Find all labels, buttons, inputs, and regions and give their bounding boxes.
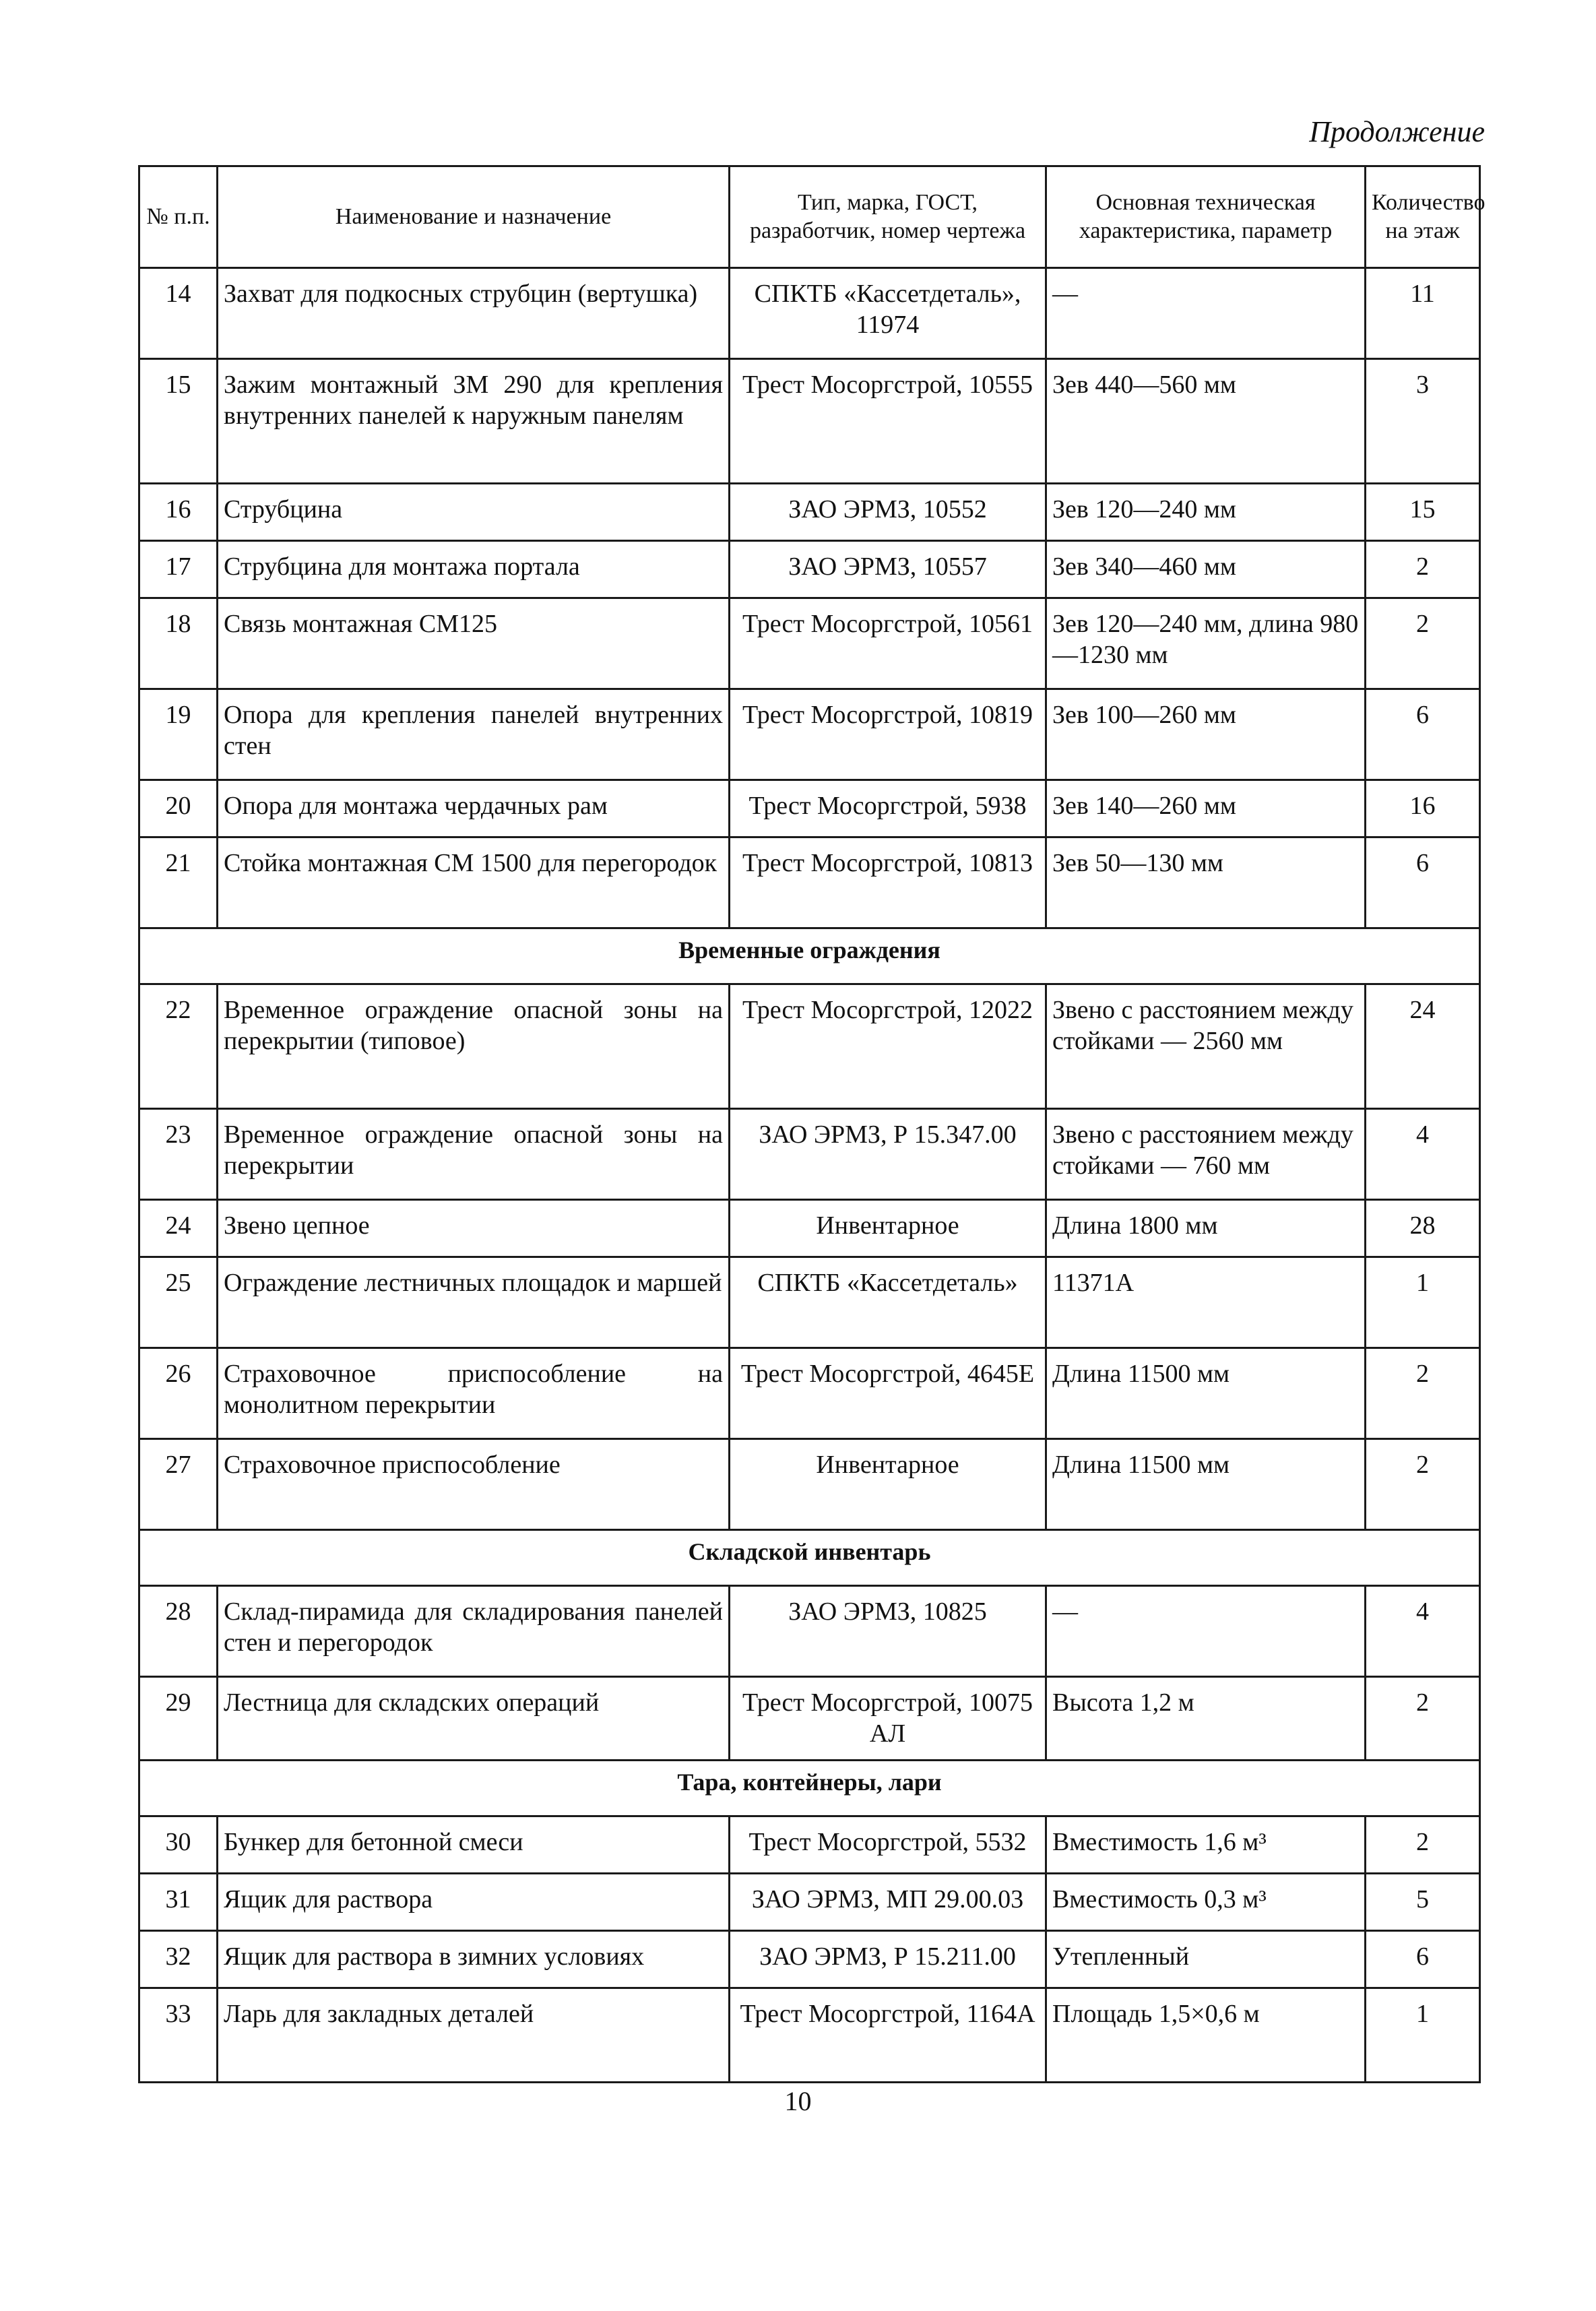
cell-quantity: 4 [1366,1586,1480,1677]
cell-type: Трест Мосоргстрой, 10813 [730,837,1046,928]
cell-type: Трест Мосоргстрой, 4645Е [730,1348,1046,1439]
cell-number: 18 [139,598,218,689]
table-row [139,359,1480,484]
cell-name: Струбцина [218,484,730,541]
cell-quantity: 2 [1366,541,1480,598]
cell-quantity: 11 [1366,268,1480,359]
table-row [139,484,1480,541]
cell-quantity: 1 [1366,1988,1480,2082]
cell-number: 30 [139,1816,218,1873]
table-row [139,1677,1480,1761]
cell-characteristic: Зев 100—260 мм [1046,689,1366,780]
cell-number: 29 [139,1677,218,1761]
cell-number: 31 [139,1873,218,1930]
header-type: Тип, марка, ГОСТ, разработчик, номер чертежа [730,166,1046,268]
cell-characteristic: Утепленный [1046,1930,1366,1988]
section-title: Временные ограждения [139,928,1480,984]
cell-number: 27 [139,1439,218,1530]
cell-quantity: 15 [1366,484,1480,541]
cell-quantity: 6 [1366,689,1480,780]
cell-number: 32 [139,1930,218,1988]
section-header-row [139,928,1480,984]
cell-quantity: 2 [1366,1348,1480,1439]
cell-characteristic: Зев 120—240 мм [1046,484,1366,541]
cell-characteristic: Зев 440—560 мм [1046,359,1366,484]
cell-type: Трест Мосоргстрой, 10555 [730,359,1046,484]
cell-name: Ограждение лестничных площадок и маршей [218,1257,730,1348]
cell-number: 17 [139,541,218,598]
cell-quantity: 2 [1366,1816,1480,1873]
table-row [139,1988,1480,2082]
cell-type: ЗАО ЭРМЗ, МП 29.00.03 [730,1873,1046,1930]
cell-name: Страховочное приспособление [218,1439,730,1530]
cell-type: ЗАО ЭРМЗ, Р 15.347.00 [730,1109,1046,1200]
cell-number: 33 [139,1988,218,2082]
cell-characteristic: Вместимость 1,6 м³ [1046,1816,1366,1873]
cell-name: Временное ограждение опасной зоны на перекрытии [218,1109,730,1200]
cell-name: Захват для подкосных струбцин (вертушка) [218,268,730,359]
cell-characteristic: Высота 1,2 м [1046,1677,1366,1761]
cell-quantity: 5 [1366,1873,1480,1930]
continuation-label: Продолжение [1309,115,1485,148]
cell-characteristic: — [1046,1586,1366,1677]
cell-name: Струбцина для монтажа портала [218,541,730,598]
cell-characteristic: Зев 140—260 мм [1046,780,1366,837]
table-row [139,541,1480,598]
cell-name: Лестница для складских операций [218,1677,730,1761]
cell-type: Трест Мосоргстрой, 5532 [730,1816,1046,1873]
cell-name: Ящик для раствора в зимних условиях [218,1930,730,1988]
section-title: Складской инвентарь [139,1530,1480,1586]
table-row [139,1439,1480,1530]
cell-quantity: 4 [1366,1109,1480,1200]
cell-quantity: 6 [1366,837,1480,928]
cell-name: Опора для монтажа чердачных рам [218,780,730,837]
cell-name: Склад-пирамида для складирования панелей стен и перегородок [218,1586,730,1677]
cell-number: 22 [139,984,218,1109]
cell-type: Трест Мосоргстрой, 5938 [730,780,1046,837]
cell-quantity: 16 [1366,780,1480,837]
cell-name: Ящик для раствора [218,1873,730,1930]
table-row [139,984,1480,1109]
section-title: Тара, контейнеры, лари [139,1760,1480,1816]
table-header-row [139,166,1480,268]
table-row [139,1348,1480,1439]
cell-name: Стойка монтажная СМ 1500 для перегородок [218,837,730,928]
cell-number: 28 [139,1586,218,1677]
cell-type: Трест Мосоргстрой, 1164А [730,1988,1046,2082]
cell-characteristic: Звено с расстоянием между стойками — 2560 мм [1046,984,1366,1109]
cell-number: 26 [139,1348,218,1439]
cell-name: Опора для крепления панелей внутренних стен [218,689,730,780]
cell-characteristic: — [1046,268,1366,359]
cell-number: 19 [139,689,218,780]
cell-type: Трест Мосоргстрой, 10075 АЛ [730,1677,1046,1761]
cell-quantity: 24 [1366,984,1480,1109]
table-row [139,837,1480,928]
cell-quantity: 1 [1366,1257,1480,1348]
table-row [139,1930,1480,1988]
cell-name: Ларь для закладных деталей [218,1988,730,2082]
table-row [139,268,1480,359]
cell-name: Бункер для бетонной смеси [218,1816,730,1873]
table-row [139,780,1480,837]
cell-name: Звено цепное [218,1200,730,1257]
cell-characteristic: Звено с расстоянием между стойками — 760 мм [1046,1109,1366,1200]
cell-name: Страховочное приспособление на монолитном перекрытии [218,1348,730,1439]
cell-type: Трест Мосоргстрой, 10819 [730,689,1046,780]
cell-number: 20 [139,780,218,837]
cell-quantity: 28 [1366,1200,1480,1257]
cell-type: ЗАО ЭРМЗ, 10825 [730,1586,1046,1677]
cell-quantity: 6 [1366,1930,1480,1988]
table-row [139,1873,1480,1930]
cell-name: Зажим монтажный ЗМ 290 для крепления внутренних панелей к наружным панелям [218,359,730,484]
cell-characteristic: Зев 120—240 мм, длина 980—1230 мм [1046,598,1366,689]
cell-type: Трест Мосоргстрой, 12022 [730,984,1046,1109]
cell-characteristic: Зев 50—130 мм [1046,837,1366,928]
table-body [139,268,1480,2083]
cell-number: 23 [139,1109,218,1200]
cell-characteristic: Длина 1800 мм [1046,1200,1366,1257]
cell-number: 14 [139,268,218,359]
cell-quantity: 2 [1366,1439,1480,1530]
equipment-table [138,165,1486,2083]
cell-characteristic: Площадь 1,5×0,6 м [1046,1988,1366,2082]
cell-characteristic: 11371А [1046,1257,1366,1348]
header-number: № п.п. [139,166,218,268]
table-row [139,689,1480,780]
cell-type: Инвентарное [730,1439,1046,1530]
cell-type: ЗАО ЭРМЗ, 10552 [730,484,1046,541]
cell-type: Трест Мосоргстрой, 10561 [730,598,1046,689]
cell-type: Инвентарное [730,1200,1046,1257]
table-row [139,1257,1480,1348]
cell-number: 24 [139,1200,218,1257]
table-row [139,1200,1480,1257]
cell-type: ЗАО ЭРМЗ, Р 15.211.00 [730,1930,1046,1988]
section-header-row [139,1760,1480,1816]
cell-name: Связь монтажная СМ125 [218,598,730,689]
cell-quantity: 2 [1366,598,1480,689]
cell-characteristic: Длина 11500 мм [1046,1348,1366,1439]
table-row [139,1109,1480,1200]
cell-number: 21 [139,837,218,928]
header-characteristic: Основная техническая характеристика, параметр [1046,166,1366,268]
cell-name: Временное ограждение опасной зоны на перекрытии (типовое) [218,984,730,1109]
header-quantity: Количество на этаж [1366,166,1480,268]
cell-number: 15 [139,359,218,484]
header-name: Наименование и назначение [218,166,730,268]
cell-type: ЗАО ЭРМЗ, 10557 [730,541,1046,598]
cell-characteristic: Длина 11500 мм [1046,1439,1366,1530]
page-number: 10 [784,2086,812,2116]
cell-type: СПКТБ «Кассетдеталь» [730,1257,1046,1348]
table-row [139,1816,1480,1873]
cell-characteristic: Вместимость 0,3 м³ [1046,1873,1366,1930]
cell-type: СПКТБ «Кассетдеталь», 11974 [730,268,1046,359]
cell-quantity: 2 [1366,1677,1480,1761]
cell-number: 25 [139,1257,218,1348]
cell-characteristic: Зев 340—460 мм [1046,541,1366,598]
cell-quantity: 3 [1366,359,1480,484]
section-header-row [139,1530,1480,1586]
table-row [139,598,1480,689]
cell-number: 16 [139,484,218,541]
table-row [139,1586,1480,1677]
